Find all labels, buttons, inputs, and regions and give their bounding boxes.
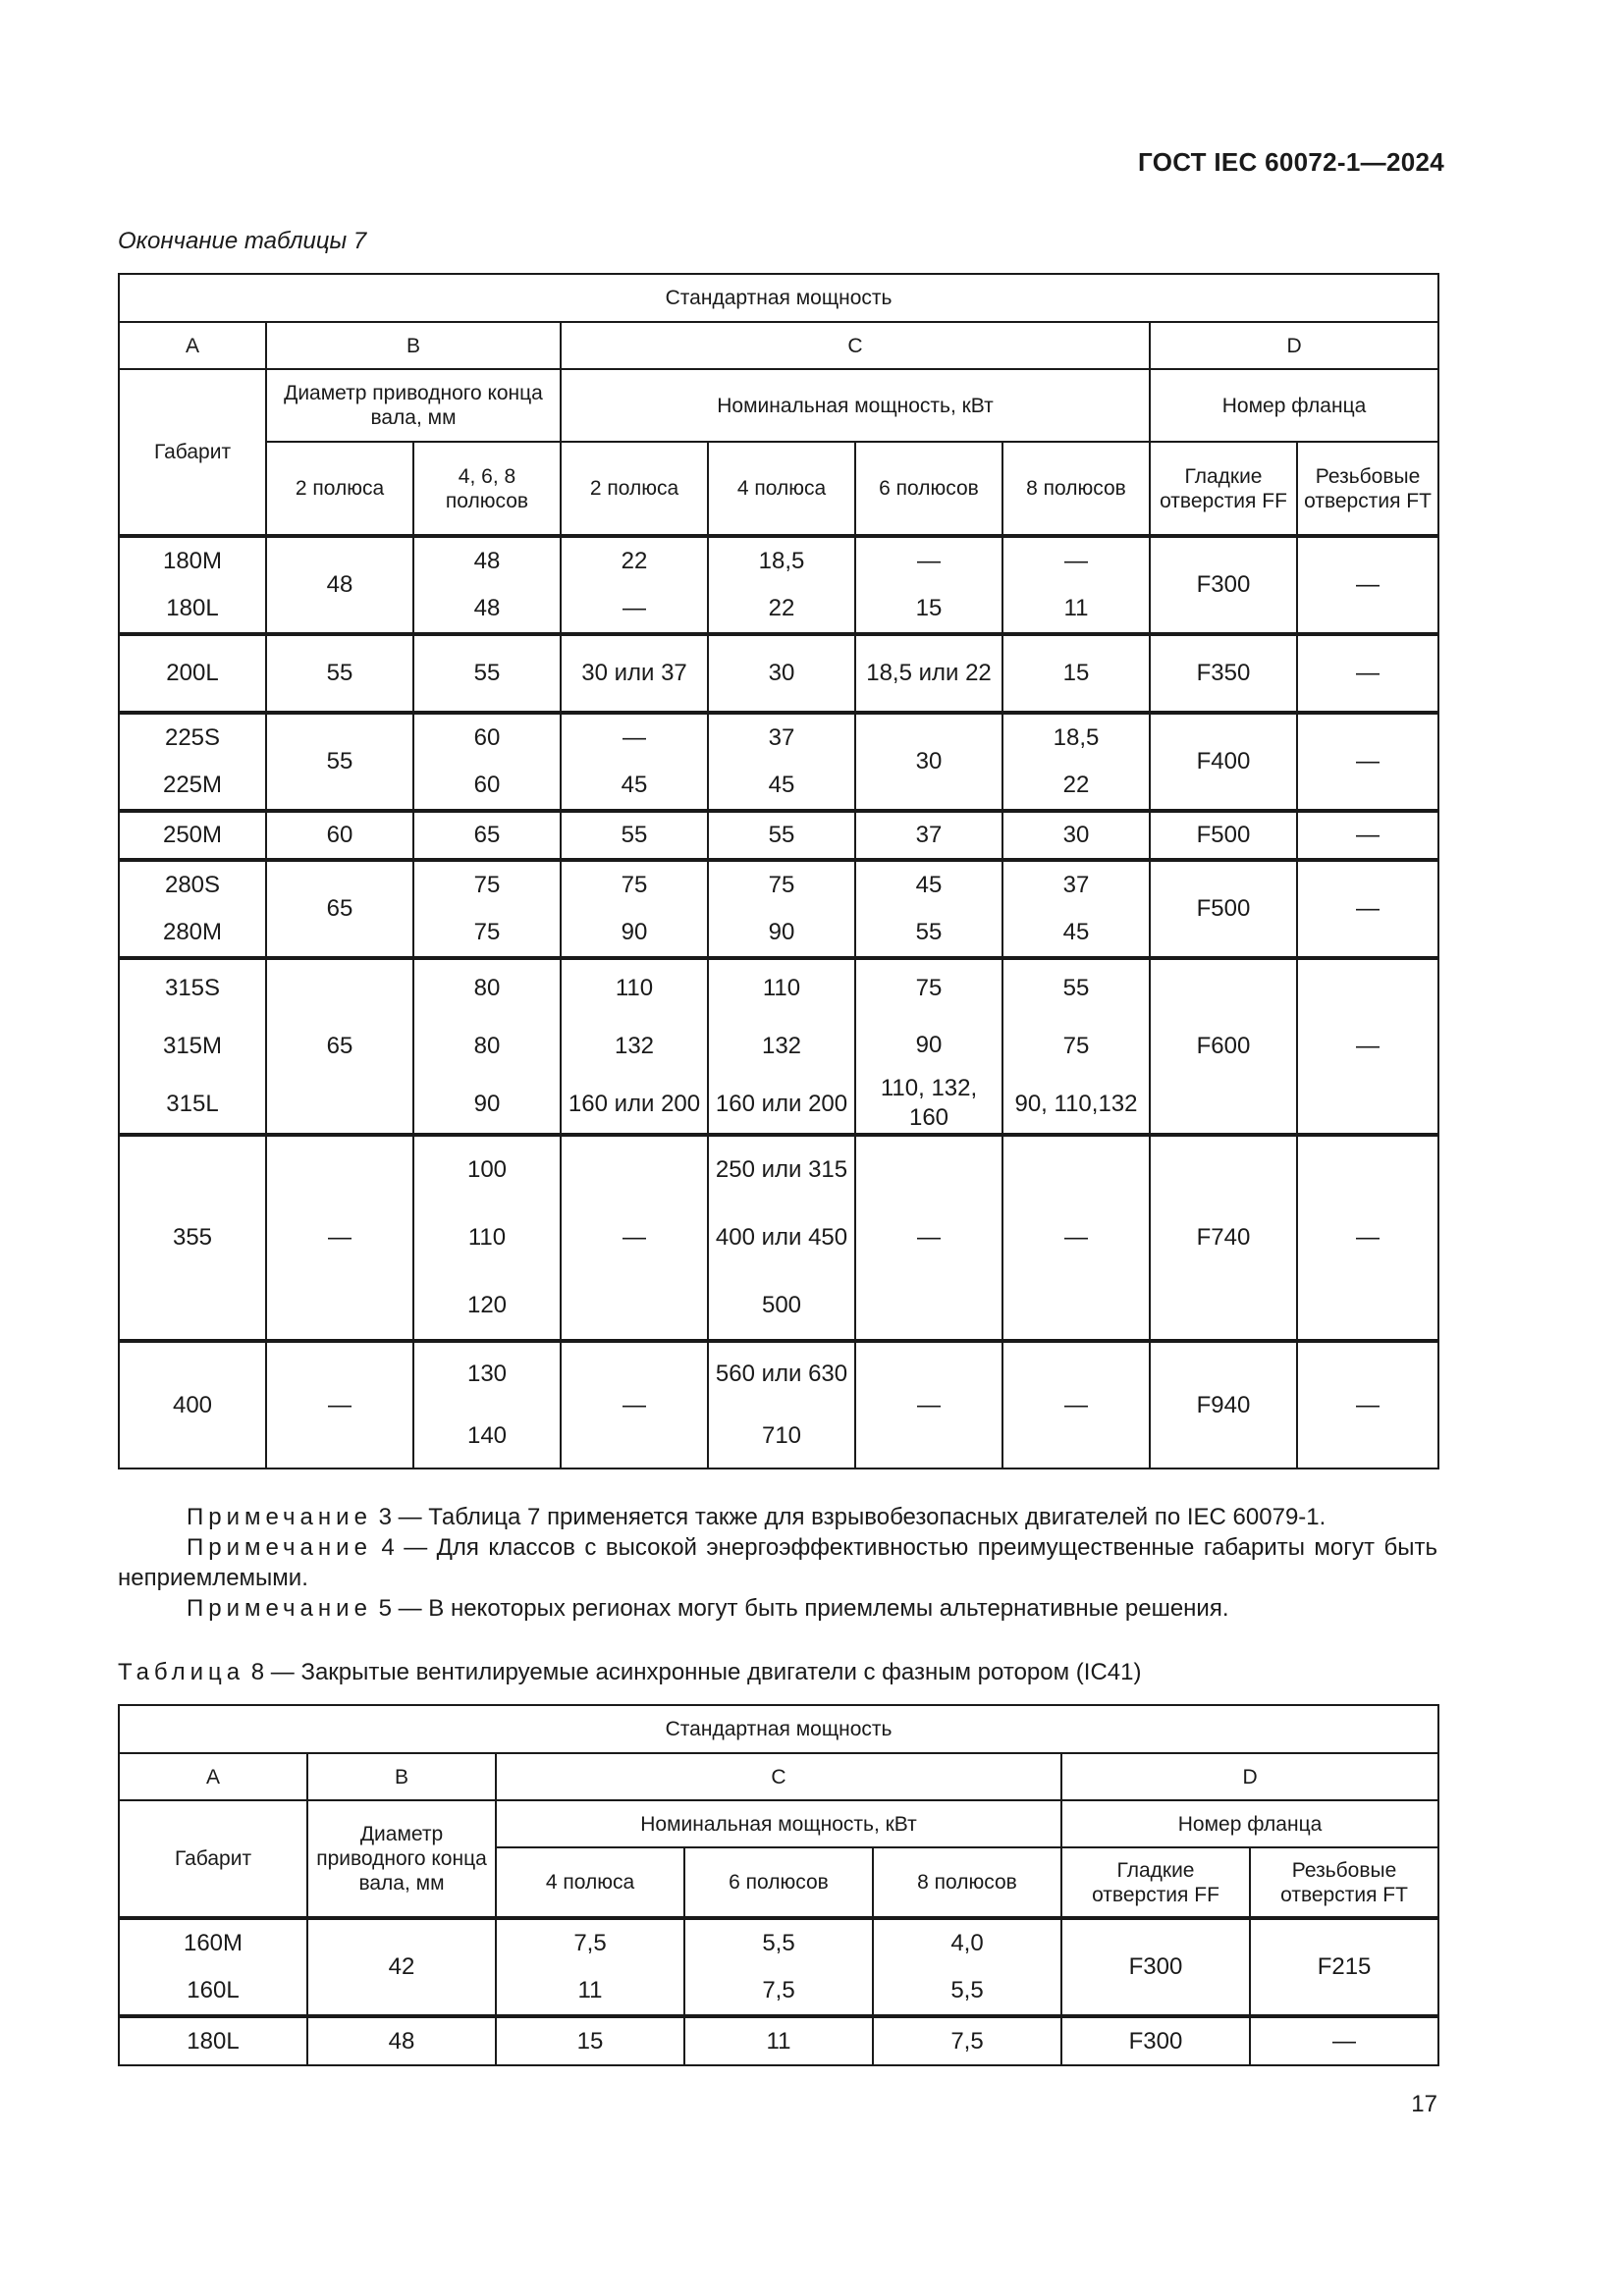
power-6-poles-value: 45 xyxy=(915,872,943,898)
power-4-poles xyxy=(708,958,855,1135)
frame-size xyxy=(119,2016,307,2065)
power-2-poles-value: 90 xyxy=(621,919,648,945)
subheader-shaft-4-6-8-poles: 4, 6, 8 полюсов xyxy=(413,442,561,536)
power-4-poles-value: 110 xyxy=(762,975,801,1002)
table-row xyxy=(119,2016,1438,2065)
power-6-poles-value: 90 xyxy=(915,1032,943,1058)
table-title: Стандартная мощность xyxy=(119,274,1438,322)
shaft-4-6-8-poles xyxy=(413,634,561,713)
flange-ft: — xyxy=(1297,958,1438,1135)
power-8-poles-value: 7,5 xyxy=(950,2027,984,2055)
notes xyxy=(118,1502,1437,1624)
subheader-flange-ff: Гладкие отверстия FF xyxy=(1061,1847,1250,1918)
gabarit-header: Габарит xyxy=(119,1800,307,1918)
flange-ft: — xyxy=(1297,634,1438,713)
subheader-power-6-poles: 6 полюсов xyxy=(855,442,1002,536)
column-letter-b: B xyxy=(266,322,561,369)
power-2-poles-value: — xyxy=(623,1224,646,1251)
flange-ft: — xyxy=(1297,860,1438,958)
shaft-2-poles: 55 xyxy=(266,634,413,713)
flange-ft: — xyxy=(1297,536,1438,634)
frame-size-value: 250M xyxy=(162,822,223,848)
power-8-poles-value: 4,0 xyxy=(950,1930,984,1956)
power-8-poles-value: — xyxy=(1064,1224,1088,1251)
frame-size-value: 180L xyxy=(187,2027,240,2055)
shaft-2-poles: 65 xyxy=(266,958,413,1135)
frame-size xyxy=(119,811,266,860)
frame-size-value: 315L xyxy=(166,1090,219,1117)
column-letter-a: A xyxy=(119,1753,307,1800)
power-8-poles-value: 37 xyxy=(1062,872,1090,898)
power-2-poles xyxy=(561,1135,708,1341)
power-8-poles xyxy=(1002,536,1150,634)
table-row xyxy=(119,811,1438,860)
frame-size-value: 160L xyxy=(187,1977,240,2003)
shaft-4-6-8-poles-value: 75 xyxy=(473,872,501,898)
power-4-poles xyxy=(708,1341,855,1468)
table-8 xyxy=(118,1704,1439,2066)
power-4-poles-value: 400 или 450 xyxy=(715,1224,848,1251)
subheader-power-4-poles: 4 полюса xyxy=(496,1847,684,1918)
power-4-poles-value: 75 xyxy=(768,872,795,898)
power-4-poles xyxy=(496,1918,684,2016)
shaft-4-6-8-poles-value: 80 xyxy=(473,1033,501,1059)
power-4-poles-value: 30 xyxy=(768,660,795,686)
column-letter-b: B xyxy=(307,1753,496,1800)
power-8-poles-value: 75 xyxy=(1062,1033,1090,1059)
power-2-poles-value: — xyxy=(623,724,646,751)
shaft-4-6-8-poles-value: 80 xyxy=(473,975,501,1002)
table-title: Стандартная мощность xyxy=(119,1705,1438,1753)
shaft-4-6-8-poles xyxy=(413,811,561,860)
frame-size-value: 200L xyxy=(166,660,219,686)
power-4-poles-value: 18,5 xyxy=(758,548,805,574)
shaft-4-6-8-poles-value: 120 xyxy=(466,1291,508,1318)
power-2-poles xyxy=(561,811,708,860)
power-4-poles-value: 500 xyxy=(761,1291,802,1318)
table-row xyxy=(119,958,1438,1135)
subheader-power-6-poles: 6 полюсов xyxy=(684,1847,873,1918)
power-4-poles-value: 250 или 315 xyxy=(715,1156,848,1184)
note-label: Примечание xyxy=(187,1534,372,1561)
power-2-poles-value: 30 или 37 xyxy=(581,660,687,686)
frame-size-value: 280S xyxy=(164,872,221,898)
flange-ff: F600 xyxy=(1150,958,1297,1135)
table-7 xyxy=(118,273,1439,1469)
power-6-poles-value: 37 xyxy=(915,822,943,848)
power-2-poles xyxy=(561,536,708,634)
frame-size-value: 180M xyxy=(162,548,223,574)
power-6-poles-value: 15 xyxy=(915,595,943,621)
shaft-2-poles: 48 xyxy=(266,536,413,634)
power-8-poles xyxy=(1002,1341,1150,1468)
shaft-4-6-8-poles-value: 90 xyxy=(473,1090,501,1117)
frame-size xyxy=(119,1135,266,1341)
shaft-4-6-8-poles-value: 100 xyxy=(466,1156,508,1184)
power-4-poles-value: 7,5 xyxy=(573,1930,607,1956)
frame-size xyxy=(119,1918,307,2016)
shaft-4-6-8-poles-value: 130 xyxy=(466,1361,508,1387)
flange-ff: F300 xyxy=(1061,2016,1250,2065)
power-8-poles-value: 55 xyxy=(1062,975,1090,1002)
flange-ff: F400 xyxy=(1150,713,1297,811)
power-8-poles xyxy=(1002,860,1150,958)
column-letter-c: C xyxy=(561,322,1150,369)
standard-designation: ГОСТ IEC 60072-1—2024 xyxy=(1138,147,1444,177)
power-4-poles-value: 22 xyxy=(768,595,795,621)
flange-ff: F940 xyxy=(1150,1341,1297,1468)
power-2-poles xyxy=(561,713,708,811)
power-4-poles xyxy=(708,1135,855,1341)
power-6-poles xyxy=(684,1918,873,2016)
table-row xyxy=(119,634,1438,713)
power-8-poles xyxy=(873,1918,1061,2016)
frame-size xyxy=(119,634,266,713)
power-8-poles-value: 11 xyxy=(1063,595,1089,621)
power-6-poles xyxy=(855,811,1002,860)
frame-size xyxy=(119,536,266,634)
power-8-poles xyxy=(1002,1135,1150,1341)
power-2-poles-value: 55 xyxy=(621,822,648,848)
power-4-poles-value: 160 или 200 xyxy=(715,1090,848,1117)
frame-size-value: 400 xyxy=(172,1391,213,1418)
subheader-power-2-poles: 2 полюса xyxy=(561,442,708,536)
flange-number-header: Номер фланца xyxy=(1150,369,1438,442)
power-8-poles-value: 15 xyxy=(1062,660,1090,686)
power-8-poles-value: 18,5 xyxy=(1053,724,1100,751)
note-text: 5 — В некоторых регионах могут быть приемлемы альтернативные решения. xyxy=(378,1595,1229,1622)
shaft-4-6-8-poles-value: 48 xyxy=(473,548,501,574)
frame-size xyxy=(119,958,266,1135)
power-6-poles-value: 7,5 xyxy=(762,1977,795,2003)
power-6-poles-value: — xyxy=(917,548,941,574)
subheader-flange-ft: Резьбовые отверстия FT xyxy=(1250,1847,1438,1918)
note-label: Примечание xyxy=(187,1595,372,1622)
flange-ft: — xyxy=(1297,1135,1438,1341)
power-8-poles xyxy=(1002,811,1150,860)
shaft-4-6-8-poles-value: 140 xyxy=(466,1422,508,1449)
flange-ft: — xyxy=(1297,1341,1438,1468)
shaft-2-poles: 60 xyxy=(266,811,413,860)
shaft-4-6-8-poles-value: 60 xyxy=(473,772,501,798)
power-8-poles-value: 5,5 xyxy=(950,1977,984,2003)
power-6-poles-value: 75 xyxy=(915,975,943,1001)
column-letter-c: C xyxy=(496,1753,1061,1800)
power-4-poles-value: 710 xyxy=(761,1422,802,1449)
power-8-poles-value: 90, 110,132 xyxy=(1014,1090,1138,1117)
table-label: Таблица xyxy=(118,1659,245,1685)
power-6-poles xyxy=(855,536,1002,634)
note-4 xyxy=(118,1532,1437,1593)
power-6-poles xyxy=(855,634,1002,713)
power-6-poles xyxy=(855,1135,1002,1341)
power-4-poles-value: 560 или 630 xyxy=(715,1361,848,1387)
power-4-poles-value: 37 xyxy=(768,724,795,751)
flange-ff: F350 xyxy=(1150,634,1297,713)
power-2-poles xyxy=(561,634,708,713)
flange-ft: — xyxy=(1297,811,1438,860)
shaft-4-6-8-poles xyxy=(413,1135,561,1341)
subheader-power-8-poles: 8 полюсов xyxy=(1002,442,1150,536)
power-8-poles xyxy=(873,2016,1061,2065)
shaft-diameter: 48 xyxy=(307,2016,496,2065)
power-4-poles xyxy=(708,536,855,634)
power-4-poles xyxy=(708,860,855,958)
shaft-4-6-8-poles-value: 48 xyxy=(473,595,501,621)
shaft-4-6-8-poles xyxy=(413,958,561,1135)
shaft-2-poles: 55 xyxy=(266,713,413,811)
frame-size-value: 355 xyxy=(172,1224,213,1251)
shaft-4-6-8-poles-value: 110 xyxy=(467,1224,507,1251)
power-2-poles xyxy=(561,958,708,1135)
table-row xyxy=(119,1341,1438,1468)
flange-ff: F300 xyxy=(1061,1918,1250,2016)
table-row xyxy=(119,1918,1438,2016)
table-row xyxy=(119,860,1438,958)
note-text: 3 — Таблица 7 применяется также для взрывобезопасных двигателей по IEC 60079-1. xyxy=(378,1504,1326,1530)
power-6-poles-value: — xyxy=(917,1224,941,1251)
power-4-poles-value: 11 xyxy=(577,1977,603,2003)
shaft-4-6-8-poles-value: 55 xyxy=(473,660,501,686)
column-letter-d: D xyxy=(1061,1753,1438,1800)
flange-ff: F740 xyxy=(1150,1135,1297,1341)
flange-number-header: Номер фланца xyxy=(1061,1800,1438,1847)
power-6-poles-value: — xyxy=(917,1391,941,1418)
power-8-poles-value: 22 xyxy=(1062,772,1090,798)
power-6-poles-value: 11 xyxy=(766,2027,791,2055)
power-2-poles-value: — xyxy=(623,595,646,621)
subheader-power-8-poles: 8 полюсов xyxy=(873,1847,1061,1918)
power-4-poles xyxy=(708,634,855,713)
table-8-title xyxy=(118,1659,1141,1686)
frame-size-value: 280M xyxy=(162,919,223,945)
shaft-4-6-8-poles xyxy=(413,713,561,811)
column-letter-a: A xyxy=(119,322,266,369)
nominal-power-header: Номинальная мощность, кВт xyxy=(496,1800,1061,1847)
power-8-poles-value: — xyxy=(1064,548,1088,574)
shaft-2-poles: — xyxy=(266,1341,413,1468)
table-row xyxy=(119,536,1438,634)
power-8-poles xyxy=(1002,958,1150,1135)
power-6-poles-value: 30 xyxy=(915,748,943,774)
column-letter-d: D xyxy=(1150,322,1438,369)
frame-size xyxy=(119,860,266,958)
page-number: 17 xyxy=(1411,2091,1437,2117)
frame-size xyxy=(119,713,266,811)
power-6-poles xyxy=(855,860,1002,958)
power-2-poles-value: 160 или 200 xyxy=(568,1090,701,1117)
flange-ft: F215 xyxy=(1250,1918,1438,2016)
power-6-poles xyxy=(855,1341,1002,1468)
table-row xyxy=(119,1135,1438,1341)
frame-size-value: 160M xyxy=(183,1930,244,1956)
shaft-4-6-8-poles xyxy=(413,536,561,634)
flange-ft: — xyxy=(1297,713,1438,811)
power-8-poles xyxy=(1002,634,1150,713)
power-6-poles xyxy=(684,2016,873,2065)
gabarit-header: Габарит xyxy=(119,369,266,536)
shaft-4-6-8-poles xyxy=(413,1341,561,1468)
note-label: Примечание xyxy=(187,1504,372,1530)
power-4-poles-value: 15 xyxy=(576,2027,604,2055)
power-2-poles-value: — xyxy=(623,1391,646,1418)
power-2-poles xyxy=(561,1341,708,1468)
frame-size xyxy=(119,1341,266,1468)
note-3 xyxy=(118,1502,1437,1532)
subheader-flange-ft: Резьбовые отверстия FT xyxy=(1297,442,1438,536)
power-8-poles xyxy=(1002,713,1150,811)
power-2-poles-value: 132 xyxy=(614,1033,655,1059)
table-8-title-text: 8 — Закрытые вентилируемые асинхронные двигатели с фазным ротором (IC41) xyxy=(250,1659,1142,1685)
frame-size-value: 180L xyxy=(166,595,219,621)
nominal-power-header: Номинальная мощность, кВт xyxy=(561,369,1150,442)
frame-size-value: 315S xyxy=(164,975,221,1002)
power-6-poles-value: 18,5 или 22 xyxy=(866,660,992,686)
frame-size-value: 225S xyxy=(164,724,221,751)
subheader-flange-ff: Гладкие отверстия FF xyxy=(1150,442,1297,536)
shaft-4-6-8-poles xyxy=(413,860,561,958)
power-2-poles-value: 22 xyxy=(621,548,648,574)
power-4-poles xyxy=(708,811,855,860)
table-continuation-caption: Окончание таблицы 7 xyxy=(118,228,367,254)
flange-ff: F500 xyxy=(1150,811,1297,860)
shaft-diameter-header: Диаметр приводного конца вала, мм xyxy=(307,1800,496,1918)
shaft-2-poles: 65 xyxy=(266,860,413,958)
power-6-poles-value: 110, 132, 160 xyxy=(880,1075,978,1131)
power-6-poles-value: 55 xyxy=(915,919,943,945)
power-2-poles-value: 75 xyxy=(621,872,648,898)
shaft-diameter: 42 xyxy=(307,1918,496,2016)
power-6-poles xyxy=(855,713,1002,811)
shaft-4-6-8-poles-value: 65 xyxy=(473,822,501,848)
flange-ff: F300 xyxy=(1150,536,1297,634)
shaft-2-poles: — xyxy=(266,1135,413,1341)
power-4-poles-value: 132 xyxy=(761,1033,802,1059)
power-4-poles xyxy=(496,2016,684,2065)
power-2-poles-value: 45 xyxy=(621,772,648,798)
power-6-poles xyxy=(855,958,1002,1135)
note-5 xyxy=(118,1593,1437,1624)
subheader-power-4-poles: 4 полюса xyxy=(708,442,855,536)
power-2-poles-value: 110 xyxy=(615,975,654,1002)
frame-size-value: 315M xyxy=(162,1033,223,1059)
subheader-shaft-2-poles: 2 полюса xyxy=(266,442,413,536)
power-2-poles xyxy=(561,860,708,958)
power-4-poles xyxy=(708,713,855,811)
power-8-poles-value: — xyxy=(1064,1391,1088,1418)
power-8-poles-value: 45 xyxy=(1062,919,1090,945)
power-6-poles-value: 5,5 xyxy=(762,1930,795,1956)
note-text: 4 — Для классов с высокой энергоэффективностью преимущественные габариты могут быть неприемлемыми. xyxy=(118,1534,1437,1591)
table-row xyxy=(119,713,1438,811)
power-4-poles-value: 55 xyxy=(768,822,795,848)
shaft-4-6-8-poles-value: 75 xyxy=(473,919,501,945)
power-4-poles-value: 45 xyxy=(768,772,795,798)
flange-ft: — xyxy=(1250,2016,1438,2065)
shaft-4-6-8-poles-value: 60 xyxy=(473,724,501,751)
power-8-poles-value: 30 xyxy=(1062,822,1090,848)
power-4-poles-value: 90 xyxy=(768,919,795,945)
shaft-diameter-header: Диаметр приводного конца вала, мм xyxy=(266,369,561,442)
flange-ff: F500 xyxy=(1150,860,1297,958)
frame-size-value: 225M xyxy=(162,772,223,798)
